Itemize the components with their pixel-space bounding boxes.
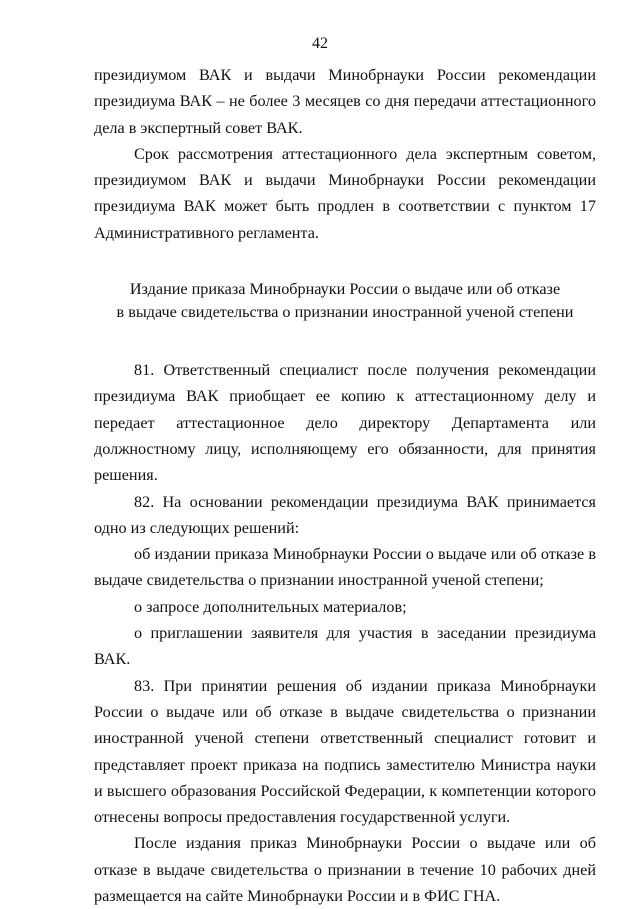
paragraph-review-term: Срок рассмотрения аттестационного дела экспертным советом, президиумом ВАК и выдачи Минобрнауки России рекомендации президиума ВАК может быть продлен в соответствии с пунктом 17 Административного регламента. [94,144,596,242]
paragraph-continuation: президиумом ВАК и выдачи Минобрнауки России рекомендации президиума ВАК – не более 3 месяцев со дня передачи аттестационного дела в экспертный совет ВАК. [94,66,596,137]
section-heading-line-2: в выдаче свидетельства о признании иностранной ученой степени [116,302,574,321]
paragraph-82: 82. На основании рекомендации президиума ВАК принимается одно из следующих решений: [94,492,596,537]
paragraph-publication: После издания приказ Минобрнауки России о выдаче или об отказе в выдаче свидетельства о признании в течение 10 рабочих дней размещается на сайте Минобрнауки России и в ФИС ГНА. [94,834,596,906]
paragraph-81: 81. Ответственный специалист после получения рекомендации президиума ВАК приобщает ее копию к аттестационному делу и передает аттестационное дело директору Департамента или должностному лицу, исполняющему его обязанности, для принятия решения. [94,361,596,485]
document-body [94,62,596,909]
page-number: 42 [312,35,328,52]
decision-option-request: о запросе дополнительных материалов; [134,597,407,616]
decision-option-invite: о приглашении заявителя для участия в заседании президиума ВАК. [94,624,596,669]
section-heading [94,278,596,323]
paragraph-83: 83. При принятии решения об издании приказа Минобрнауки России о выдаче или об отказе в выдаче свидетельства о признании иностранной ученой степени ответственный специалист готовит и представляет проект приказа на подпись заместителю Министра науки и высшего образования Российской Федерации, к компетенции которого отнесены вопросы предоставления государственной услуги. [94,676,596,827]
section-heading-line-1: Издание приказа Минобрнауки России о выдаче или об отказе [129,280,561,299]
decision-option-order: об издании приказа Минобрнауки России о выдаче или об отказе в выдаче свидетельства о признании иностранной ученой степени; [94,545,596,590]
